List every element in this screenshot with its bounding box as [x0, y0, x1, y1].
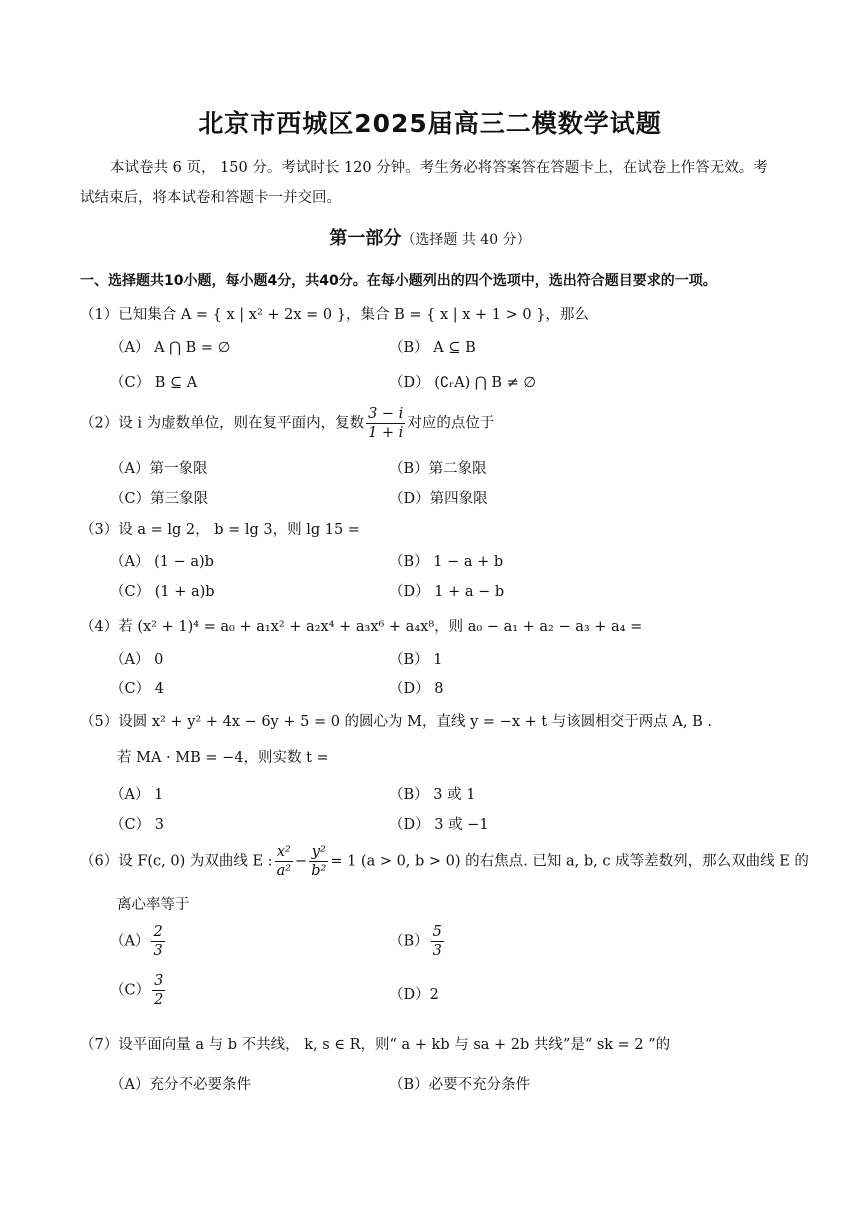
- question-2-option-a: （A）第一象限: [110, 461, 208, 477]
- option-fraction: [431, 923, 444, 960]
- question-1-option-b: （B） A ⊆ B: [389, 340, 476, 356]
- question-5-option-d: （D） 3 或 −1: [389, 817, 489, 833]
- question-4-option-b: （B） 1: [389, 652, 443, 668]
- question-3-option-a: （A） (1 − a)b: [110, 554, 214, 570]
- question-1-option-c: （C） B ⊆ A: [110, 375, 198, 391]
- fraction-numerator: 3 − i: [368, 406, 404, 422]
- part-heading-sub: （选择题 共 40 分）: [401, 232, 531, 248]
- fraction-denominator: 2: [154, 992, 164, 1008]
- fraction-denominator: 3: [153, 943, 163, 959]
- question-7-option-a: （A）充分不必要条件: [110, 1077, 251, 1093]
- question-4-option-a: （A） 0: [110, 652, 164, 668]
- section-heading: 一、选择题共10小题，每小题4分，共40分。在每小题列出的四个选项中，选出符合题目要求的一项。: [80, 273, 717, 289]
- option-label: （D）: [389, 987, 430, 1003]
- fraction-numerator: 2: [153, 924, 163, 940]
- option-value: 2: [429, 987, 439, 1003]
- question-1-stem: （1）已知集合 A = { x | x² + 2x = 0 }，集合 B = { x | x + 1 > 0 }，那么: [80, 307, 589, 323]
- fraction-numerator: x²: [275, 843, 293, 862]
- question-6-stem-line-2: 离心率等于: [117, 897, 190, 913]
- question-6-option-c: [110, 972, 167, 1009]
- question-1-option-d: （D） (∁ᵣA) ⋂ B ≠ ∅: [389, 375, 537, 391]
- fraction-denominator: a²: [276, 863, 292, 879]
- exam-instructions: 本试卷共 6 页， 150 分。考试时长 120 分钟。考生务必将答案答在答题卡上，在试卷上作答无效。考试结束后，将本试卷和答题卡一并交回。: [80, 160, 768, 206]
- question-4-option-d: （D） 8: [389, 681, 444, 697]
- question-2-option-b: （B）第二象限: [389, 461, 487, 477]
- question-5-option-a: （A） 1: [110, 787, 164, 803]
- question-5-stem: （5）设圆 x² + y² + 4x − 6y + 5 = 0 的圆心为 M，直线 y = −x + t 与该圆相交于两点 A, B .: [80, 714, 712, 730]
- question-4-stem: （4）若 (x² + 1)⁴ = a₀ + a₁x² + a₂x⁴ + a₃x⁶ + a₄x⁸，则 a₀ − a₁ + a₂ − a₃ + a₄ =: [80, 619, 643, 635]
- question-6-fraction-y: [309, 843, 328, 880]
- question-2-stem-pre: （2）设 i 为虚数单位，则在复平面内，复数: [80, 415, 365, 432]
- question-4-option-c: （C） 4: [110, 681, 164, 697]
- question-2-option-d: （D）第四象限: [389, 491, 488, 507]
- question-2-stem-post: 对应的点位于: [407, 415, 495, 432]
- question-7-option-b: （B）必要不充分条件: [389, 1077, 531, 1093]
- question-6-option-a: [110, 923, 167, 960]
- question-2-stem: [80, 405, 494, 442]
- question-7-stem: （7）设平面向量 a 与 b 不共线， k, s ∈ R，则“ a + kb 与 sa + 2b 共线”是“ sk = 2 ”的: [80, 1037, 671, 1053]
- fraction-denominator: b²: [311, 863, 327, 879]
- option-fraction: [151, 923, 164, 960]
- question-3-option-d: （D） 1 + a − b: [389, 584, 505, 600]
- option-label: （A）: [110, 933, 150, 950]
- question-3-option-c: （C） (1 + a)b: [110, 584, 215, 600]
- question-5-option-b: （B） 3 或 1: [389, 787, 476, 803]
- page-title: 北京市西城区2025届高三二模数学试题: [198, 109, 662, 138]
- question-6-stem: （6）设 F(c, 0) 为双曲线 E : $\frac{\text{x²}}{\text{a²}}$ − $\frac{\text{y²}}{\text{b²}}$ = 1 (a > 0, b > 0) 的右焦点. 已知 a, b, c 成等差数列，那么双曲线 E 的: [80, 844, 809, 879]
- question-5-stem-line-2: 若 MA · MB = −4，则实数 t =: [117, 750, 329, 766]
- fraction-numerator: 3: [154, 973, 164, 989]
- question-2-option-c: （C）第三象限: [110, 491, 209, 507]
- question-2-fraction: [366, 405, 405, 442]
- question-6-option-d: [389, 983, 439, 1004]
- option-fraction: [152, 972, 165, 1009]
- option-label: （C）: [110, 982, 151, 999]
- question-3-stem: （3）设 a = lg 2， b = lg 3，则 lg 15 =: [80, 522, 360, 538]
- fraction-numerator: 5: [432, 924, 442, 940]
- question-6-stem-post: = 1 (a > 0, b > 0) 的右焦点. 已知 a, b, c 成等差数列，那么双曲线 E 的: [330, 853, 809, 870]
- fraction-denominator: 3: [432, 943, 442, 959]
- question-6-fraction-x: [275, 843, 293, 880]
- question-1-option-a: （A） A ⋂ B = ∅: [110, 340, 231, 356]
- option-label: （B）: [389, 933, 429, 950]
- question-6-stem-pre: （6）设 F(c, 0) 为双曲线 E :: [80, 853, 273, 870]
- fraction-numerator: y²: [309, 843, 328, 862]
- question-5-option-c: （C） 3: [110, 817, 164, 833]
- question-6-option-b: [389, 923, 446, 960]
- part-heading: [0, 224, 860, 250]
- fraction-denominator: 1 + i: [368, 425, 404, 441]
- part-heading-bold: 第一部分: [329, 228, 402, 249]
- question-3-option-b: （B） 1 − a + b: [389, 554, 504, 570]
